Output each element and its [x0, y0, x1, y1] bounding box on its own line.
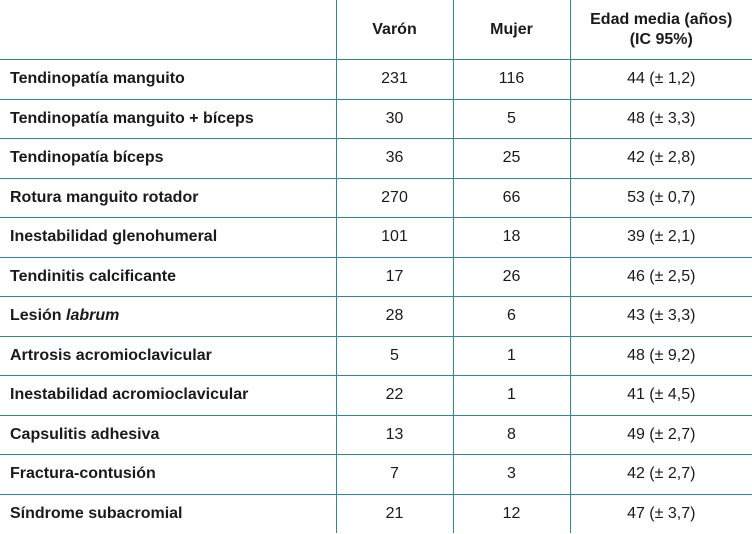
header-age — [570, 0, 752, 60]
table-row — [0, 257, 752, 297]
table-row — [0, 178, 752, 218]
header-age-line1: Edad media (años) — [590, 10, 733, 28]
table-row — [0, 297, 752, 337]
header-age-line2: (IC 95%) — [629, 30, 693, 48]
cell-age: 48 (± 9,2) — [570, 336, 752, 376]
cell-male: 231 — [336, 60, 453, 100]
header-female: Mujer — [453, 0, 570, 60]
cell-female: 25 — [453, 139, 570, 179]
row-label-text: Inestabilidad acromioclavicular — [10, 386, 249, 404]
row-label — [0, 178, 336, 218]
row-label — [0, 218, 336, 258]
row-label-italic: labrum — [66, 307, 120, 325]
cell-male: 36 — [336, 139, 453, 179]
row-label-text: Tendinopatía manguito — [10, 70, 185, 88]
row-label — [0, 376, 336, 416]
row-label-text: Fractura-contusión — [10, 465, 156, 483]
cell-age: 42 (± 2,7) — [570, 455, 752, 495]
row-label-text: Capsulitis adhesiva — [10, 425, 160, 443]
table-row — [0, 60, 752, 100]
cell-female: 1 — [453, 336, 570, 376]
row-label-text: Lesión — [10, 307, 62, 325]
row-label-text: Artrosis acromioclavicular — [10, 346, 212, 364]
row-label — [0, 494, 336, 533]
cell-male: 270 — [336, 178, 453, 218]
cell-age: 46 (± 2,5) — [570, 257, 752, 297]
header-male: Varón — [336, 0, 453, 60]
row-label — [0, 139, 336, 179]
table-header-row — [0, 0, 752, 60]
cell-male: 13 — [336, 415, 453, 455]
table-row — [0, 376, 752, 416]
cell-male: 21 — [336, 494, 453, 533]
cell-female: 12 — [453, 494, 570, 533]
row-label-text: Inestabilidad glenohumeral — [10, 228, 218, 246]
table-row — [0, 494, 752, 533]
table-row — [0, 218, 752, 258]
table-row — [0, 139, 752, 179]
cell-female: 6 — [453, 297, 570, 337]
table-row — [0, 415, 752, 455]
cell-male: 28 — [336, 297, 453, 337]
row-label — [0, 455, 336, 495]
row-label-text: Tendinitis calcificante — [10, 267, 176, 285]
row-label — [0, 257, 336, 297]
cell-female: 3 — [453, 455, 570, 495]
row-label-text: Tendinopatía manguito + bíceps — [10, 109, 254, 127]
cell-age: 49 (± 2,7) — [570, 415, 752, 455]
cell-age: 43 (± 3,3) — [570, 297, 752, 337]
row-label — [0, 60, 336, 100]
cell-female: 1 — [453, 376, 570, 416]
cell-age: 53 (± 0,7) — [570, 178, 752, 218]
table-row — [0, 336, 752, 376]
cell-male: 17 — [336, 257, 453, 297]
cell-age: 47 (± 3,7) — [570, 494, 752, 533]
cell-female: 26 — [453, 257, 570, 297]
table-row — [0, 455, 752, 495]
cell-age: 39 (± 2,1) — [570, 218, 752, 258]
cell-age: 42 (± 2,8) — [570, 139, 752, 179]
cell-female: 18 — [453, 218, 570, 258]
cell-female: 8 — [453, 415, 570, 455]
cell-age: 41 (± 4,5) — [570, 376, 752, 416]
cell-male: 5 — [336, 336, 453, 376]
row-label-text: Rotura manguito rotador — [10, 188, 199, 206]
row-label-text: Tendinopatía bíceps — [10, 149, 164, 167]
cell-age: 48 (± 3,3) — [570, 99, 752, 139]
cell-female: 116 — [453, 60, 570, 100]
header-label — [0, 0, 336, 60]
row-label — [0, 99, 336, 139]
row-label — [0, 415, 336, 455]
cell-male: 7 — [336, 455, 453, 495]
cell-male: 101 — [336, 218, 453, 258]
cell-male: 22 — [336, 376, 453, 416]
table-row — [0, 99, 752, 139]
table-body — [0, 60, 752, 534]
cell-age: 44 (± 1,2) — [570, 60, 752, 100]
cell-female: 66 — [453, 178, 570, 218]
row-label — [0, 297, 336, 337]
row-label-text: Síndrome subacromial — [10, 504, 183, 522]
row-label — [0, 336, 336, 376]
cell-female: 5 — [453, 99, 570, 139]
cell-male: 30 — [336, 99, 453, 139]
